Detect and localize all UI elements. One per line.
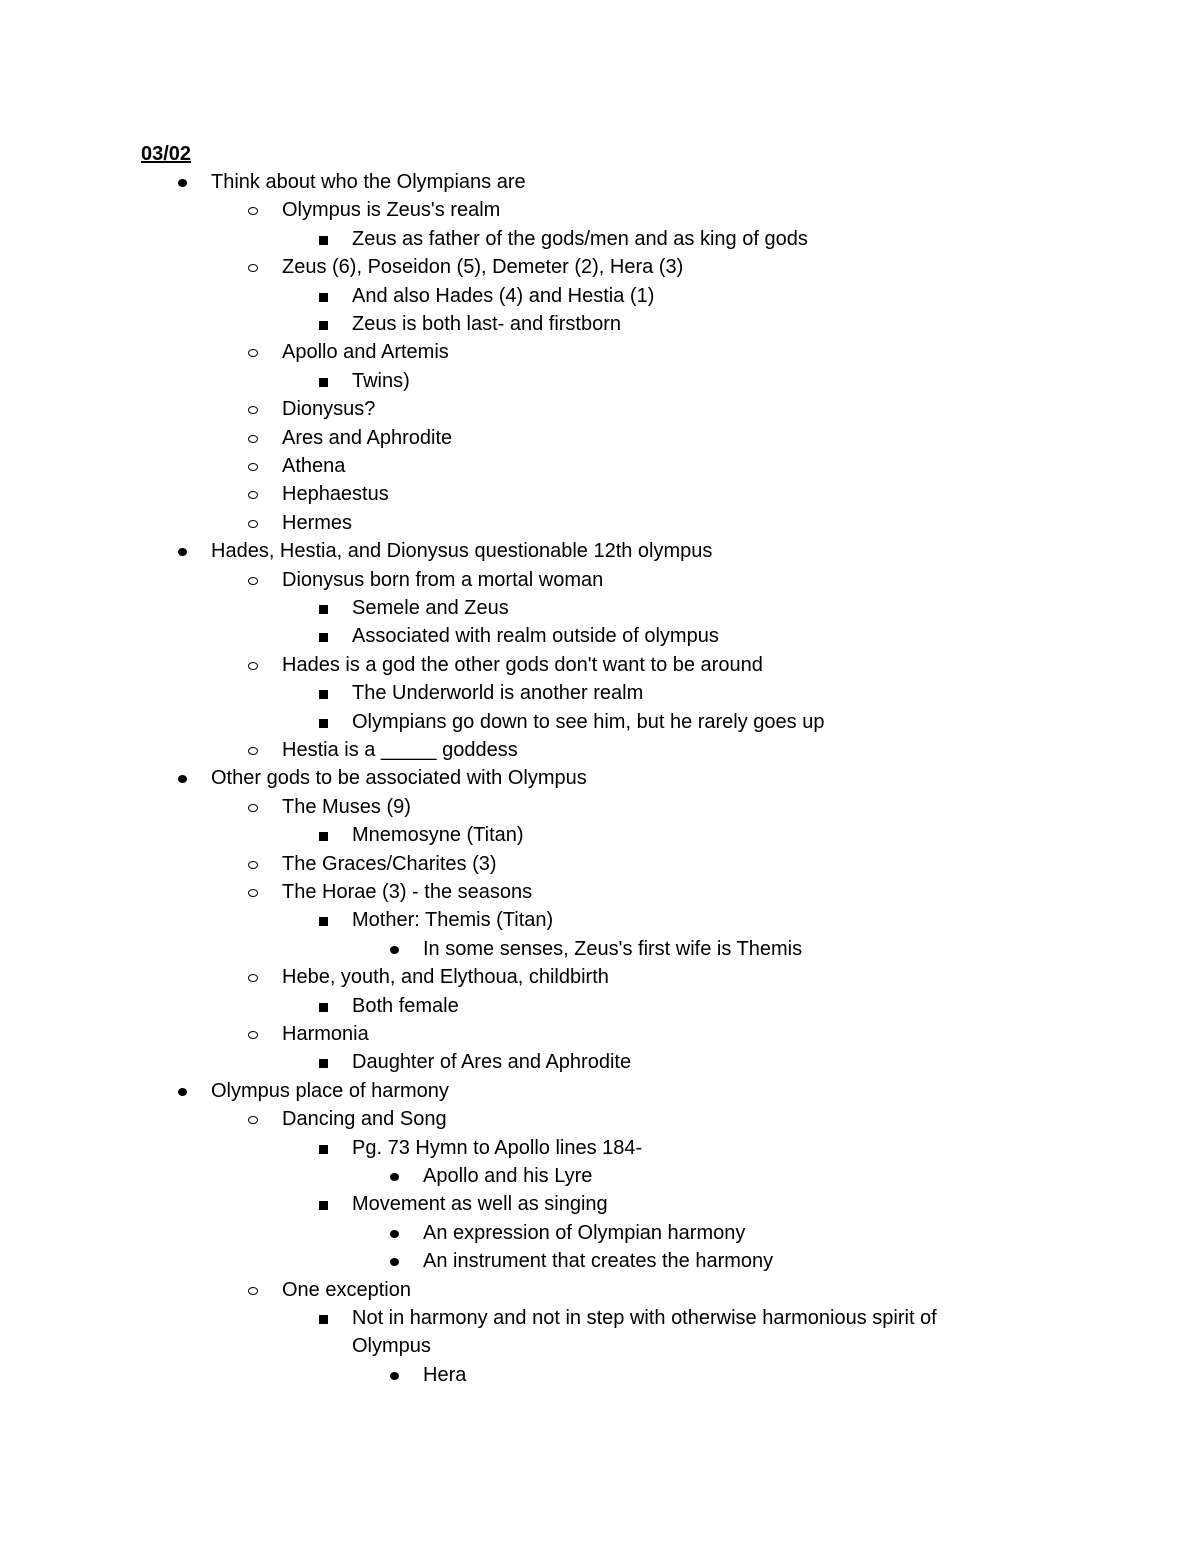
filled-circle-bullet-icon: [178, 168, 198, 196]
filled-circle-bullet-icon: [178, 764, 198, 792]
outline-item-text: Apollo and his Lyre: [423, 1165, 593, 1187]
filled-circle-bullet-icon: [390, 1361, 410, 1389]
note-date-heading: 03/02: [141, 143, 192, 165]
hollow-circle-bullet-icon: [248, 793, 268, 821]
outline-item-text: The Graces/Charites (3): [282, 852, 497, 875]
outline-item-level-1: [0, 1020, 1200, 1048]
outline-item-text: Movement as well as singing: [352, 1193, 608, 1216]
outline-item-text: Olympians go down to see him, but he rarely goes up: [352, 710, 825, 733]
filled-circle-bullet-icon: [178, 537, 198, 565]
hollow-circle-bullet-icon: [248, 424, 268, 452]
outline-item-level-0: [0, 168, 1200, 196]
square-bullet-icon: [319, 310, 339, 338]
filled-circle-bullet-icon: [390, 1162, 410, 1190]
hollow-circle-bullet-icon: [248, 1105, 268, 1133]
outline-item-level-1: [0, 878, 1200, 906]
hollow-circle-bullet-icon: [248, 452, 268, 480]
outline-item-level-1: [0, 1105, 1200, 1133]
outline-item-text: Think about who the Olympians are: [211, 171, 526, 193]
outline-item-text: Olympus place of harmony: [211, 1079, 449, 1102]
outline-item-level-2: [0, 622, 1200, 650]
outline-item-text: Hephaestus: [282, 483, 389, 506]
outline-item-text: Hades is a god the other gods don't want to be around: [282, 653, 763, 676]
outline-item-level-3: [0, 1162, 1200, 1190]
outline-item-text: Twins): [352, 369, 410, 392]
square-bullet-icon: [319, 282, 339, 310]
outline-item-text: Hebe, youth, and Elythoua, childbirth: [282, 966, 609, 989]
outline-item-text: Both female: [352, 994, 459, 1017]
outline-item-text: Apollo and Artemis: [282, 341, 449, 364]
hollow-circle-bullet-icon: [248, 196, 268, 224]
outline-item-text: Harmonia: [282, 1023, 369, 1045]
outline-item-level-3: [0, 1247, 1200, 1275]
outline-item-level-0: [0, 1077, 1200, 1105]
filled-circle-bullet-icon: [178, 1077, 198, 1105]
square-bullet-icon: [319, 992, 339, 1020]
hollow-circle-bullet-icon: [248, 395, 268, 423]
outline-item-level-1: [0, 196, 1200, 224]
outline-item-text: Hera: [423, 1363, 467, 1386]
filled-circle-bullet-icon: [390, 1247, 410, 1275]
outline-item-level-0: [0, 764, 1200, 792]
outline-item-level-2: [0, 821, 1200, 849]
outline-item-text: Zeus as father of the gods/men and as king of gods: [352, 227, 808, 250]
outline-item-text: Not in harmony and not in step with otherwise harmonious spirit of Olympus: [352, 1307, 943, 1358]
outline-item-text: Hestia is a _____ goddess: [282, 739, 518, 761]
outline-item-level-1: [0, 480, 1200, 508]
hollow-circle-bullet-icon: [248, 1020, 268, 1048]
outline-item-level-1: [0, 963, 1200, 991]
hollow-circle-bullet-icon: [248, 736, 268, 764]
outline-item-text: An instrument that creates the harmony: [423, 1250, 774, 1273]
outline-item-level-2: [0, 1134, 1200, 1162]
outline-item-text: The Horae (3) - the seasons: [282, 881, 533, 903]
outline-item-text: Pg. 73 Hymn to Apollo lines 184-: [352, 1136, 643, 1159]
hollow-circle-bullet-icon: [248, 338, 268, 366]
outline-item-level-1: [0, 253, 1200, 281]
outline-item-level-2: [0, 310, 1200, 338]
outline-item-text: Hermes: [282, 511, 353, 534]
outline-item-level-1: [0, 452, 1200, 480]
outline-item-text: Ares and Aphrodite: [282, 426, 453, 449]
outline-item-level-1: [0, 424, 1200, 452]
outline-item-text: An expression of Olympian harmony: [423, 1221, 746, 1244]
outline-item-level-2: [0, 1304, 1200, 1361]
outline-item-text: Zeus (6), Poseidon (5), Demeter (2), Hera (3): [282, 256, 684, 279]
outline-item-level-3: [0, 1361, 1200, 1389]
outline-item-level-2: [0, 1048, 1200, 1076]
outline-item-text: Dionysus?: [282, 398, 376, 421]
outline-item-level-2: [0, 679, 1200, 707]
outline-item-level-2: [0, 225, 1200, 253]
outline-item-level-1: [0, 338, 1200, 366]
outline-item-level-2: [0, 906, 1200, 934]
filled-circle-bullet-icon: [390, 1219, 410, 1247]
square-bullet-icon: [319, 1048, 339, 1076]
outline-item-text: Other gods to be associated with Olympus: [211, 767, 587, 790]
outline-item-level-3: [0, 1219, 1200, 1247]
outline-item-text: Hades, Hestia, and Dionysus questionable 12th olympus: [211, 540, 713, 563]
outline-item-text: Mnemosyne (Titan): [352, 824, 524, 847]
outline-item-text: Dionysus born from a mortal woman: [282, 568, 604, 591]
outline-item-level-1: [0, 1276, 1200, 1304]
outline-item-level-2: [0, 1190, 1200, 1218]
square-bullet-icon: [319, 225, 339, 253]
outline-item-level-2: [0, 282, 1200, 310]
square-bullet-icon: [319, 679, 339, 707]
hollow-circle-bullet-icon: [248, 850, 268, 878]
hollow-circle-bullet-icon: [248, 651, 268, 679]
outline-item-level-1: [0, 395, 1200, 423]
outline-item-text: And also Hades (4) and Hestia (1): [352, 284, 655, 307]
outline-item-level-1: [0, 736, 1200, 764]
hollow-circle-bullet-icon: [248, 878, 268, 906]
hollow-circle-bullet-icon: [248, 963, 268, 991]
outline-item-text: The Muses (9): [282, 795, 411, 818]
outline-item-text: Associated with realm outside of olympus: [352, 625, 719, 648]
outline-item-text: Dancing and Song: [282, 1108, 447, 1131]
square-bullet-icon: [319, 594, 339, 622]
outline-item-level-1: [0, 509, 1200, 537]
outline-item-text: The Underworld is another realm: [352, 682, 644, 705]
outline-item-text: Athena: [282, 455, 346, 477]
outline-item-text: Mother: Themis (Titan): [352, 909, 554, 932]
outline-item-level-0: [0, 537, 1200, 565]
hollow-circle-bullet-icon: [248, 1276, 268, 1304]
outline-item-text: One exception: [282, 1278, 411, 1301]
hollow-circle-bullet-icon: [248, 253, 268, 281]
outline-item-level-2: [0, 992, 1200, 1020]
square-bullet-icon: [319, 1304, 339, 1332]
square-bullet-icon: [319, 821, 339, 849]
outline-item-level-1: [0, 793, 1200, 821]
square-bullet-icon: [319, 1190, 339, 1218]
outline-item-level-2: [0, 708, 1200, 736]
outline-item-text: Olympus is Zeus's realm: [282, 199, 501, 222]
outline-item-text: Daughter of Ares and Aphrodite: [352, 1051, 632, 1074]
outline-item-level-2: [0, 594, 1200, 622]
outline-item-level-1: [0, 651, 1200, 679]
square-bullet-icon: [319, 622, 339, 650]
hollow-circle-bullet-icon: [248, 480, 268, 508]
outline-item-level-1: [0, 566, 1200, 594]
hollow-circle-bullet-icon: [248, 566, 268, 594]
square-bullet-icon: [319, 367, 339, 395]
outline-item-level-2: [0, 367, 1200, 395]
outline-item-level-1: [0, 850, 1200, 878]
outline-item-text: Semele and Zeus: [352, 597, 509, 619]
outline-item-text: Zeus is both last- and firstborn: [352, 313, 622, 335]
filled-circle-bullet-icon: [390, 935, 410, 963]
square-bullet-icon: [319, 708, 339, 736]
outline-item-text: In some senses, Zeus's first wife is Themis: [423, 937, 803, 960]
outline-item-level-3: [0, 935, 1200, 963]
hollow-circle-bullet-icon: [248, 509, 268, 537]
square-bullet-icon: [319, 906, 339, 934]
square-bullet-icon: [319, 1134, 339, 1162]
